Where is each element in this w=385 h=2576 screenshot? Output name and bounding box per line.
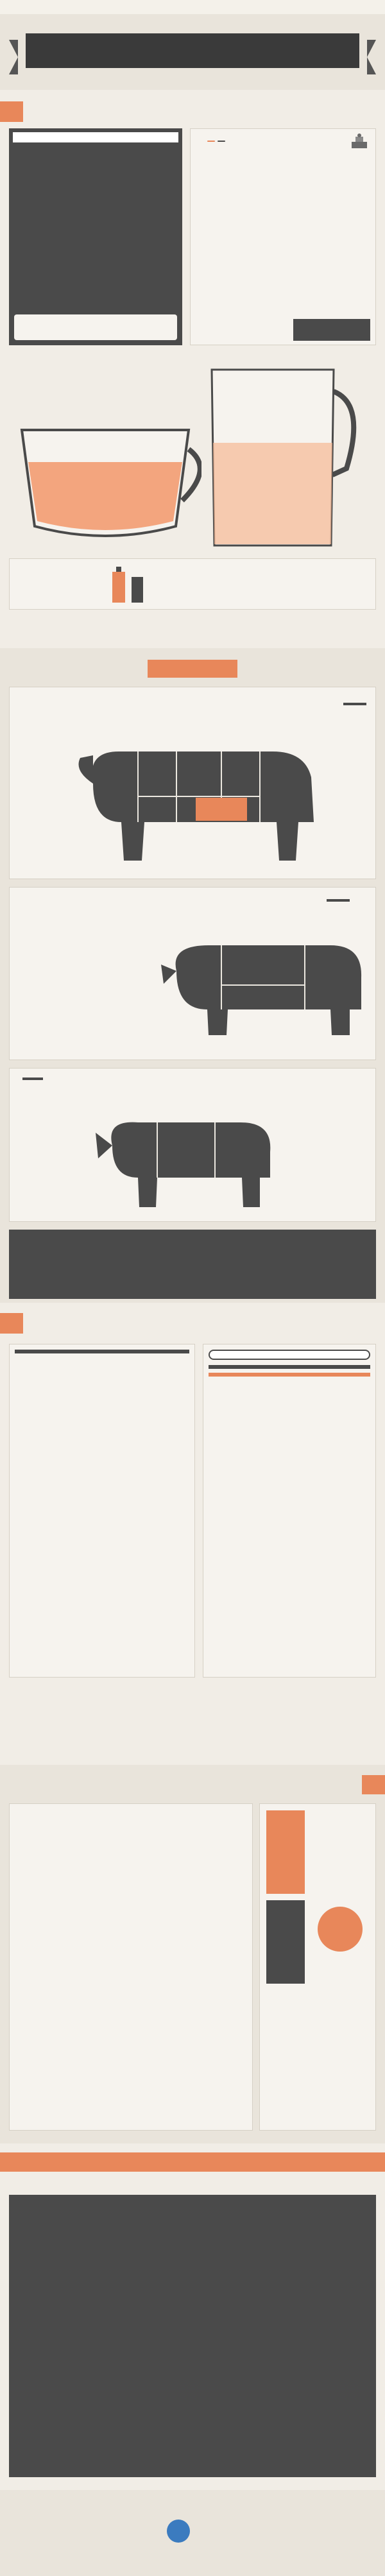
measuring-jug-icon bbox=[205, 366, 376, 552]
sauces-label bbox=[266, 1810, 305, 1894]
oven-temp-panel bbox=[9, 128, 182, 345]
pig-diagram bbox=[157, 932, 369, 1042]
temp-circle bbox=[318, 1907, 363, 1952]
roast-panel bbox=[9, 1230, 376, 1299]
drinks-label bbox=[266, 1900, 305, 1984]
fridge-title bbox=[10, 1804, 252, 1814]
bottle-icon bbox=[106, 565, 151, 604]
grains-title bbox=[209, 1365, 370, 1369]
grains-panel bbox=[203, 1344, 376, 1678]
storage-section bbox=[0, 1765, 385, 2143]
scale-icon bbox=[350, 133, 369, 150]
weights-tab-grams bbox=[207, 141, 215, 142]
storage-section-title bbox=[362, 1775, 385, 1794]
lamb-title bbox=[22, 1078, 43, 1080]
weights-box bbox=[293, 319, 370, 341]
freezer-section-title bbox=[0, 2152, 385, 2172]
footer bbox=[0, 2490, 385, 2576]
fridge-door-panel bbox=[259, 1803, 376, 2131]
meat-section bbox=[0, 648, 385, 1303]
cup-icon bbox=[9, 353, 201, 545]
pork-panel bbox=[9, 887, 376, 1060]
freezer-section bbox=[0, 2143, 385, 2490]
beef-title bbox=[343, 703, 366, 705]
lamb-diagram bbox=[87, 1107, 279, 1216]
pork-title bbox=[327, 899, 350, 902]
metric-section bbox=[0, 90, 385, 648]
grains-quote bbox=[209, 1350, 370, 1360]
cooking-section bbox=[0, 1303, 385, 1765]
oven-temp-header bbox=[13, 132, 178, 142]
top-note bbox=[0, 0, 385, 14]
itrex-logo-icon bbox=[167, 2520, 190, 2543]
weights-panel bbox=[190, 128, 376, 345]
page-title bbox=[26, 33, 359, 68]
veg-title bbox=[10, 1344, 194, 1350]
title-band bbox=[0, 14, 385, 90]
cooking-section-title bbox=[0, 1313, 23, 1334]
veg-panel bbox=[9, 1344, 195, 1678]
liquids-area bbox=[205, 353, 376, 552]
weights-tab-ounces bbox=[218, 141, 225, 142]
lamb-panel bbox=[9, 1068, 376, 1222]
meat-section-title bbox=[148, 660, 237, 678]
metric-section-title bbox=[0, 101, 23, 122]
cups-area bbox=[9, 353, 201, 545]
water-panel bbox=[9, 558, 376, 610]
fridge-panel bbox=[9, 1803, 253, 2131]
cow-diagram bbox=[67, 726, 324, 873]
beef-panel bbox=[9, 687, 376, 879]
freezer-panel bbox=[9, 2195, 376, 2477]
temp-conversion-box bbox=[14, 314, 177, 340]
roast-table bbox=[9, 1232, 376, 1237]
